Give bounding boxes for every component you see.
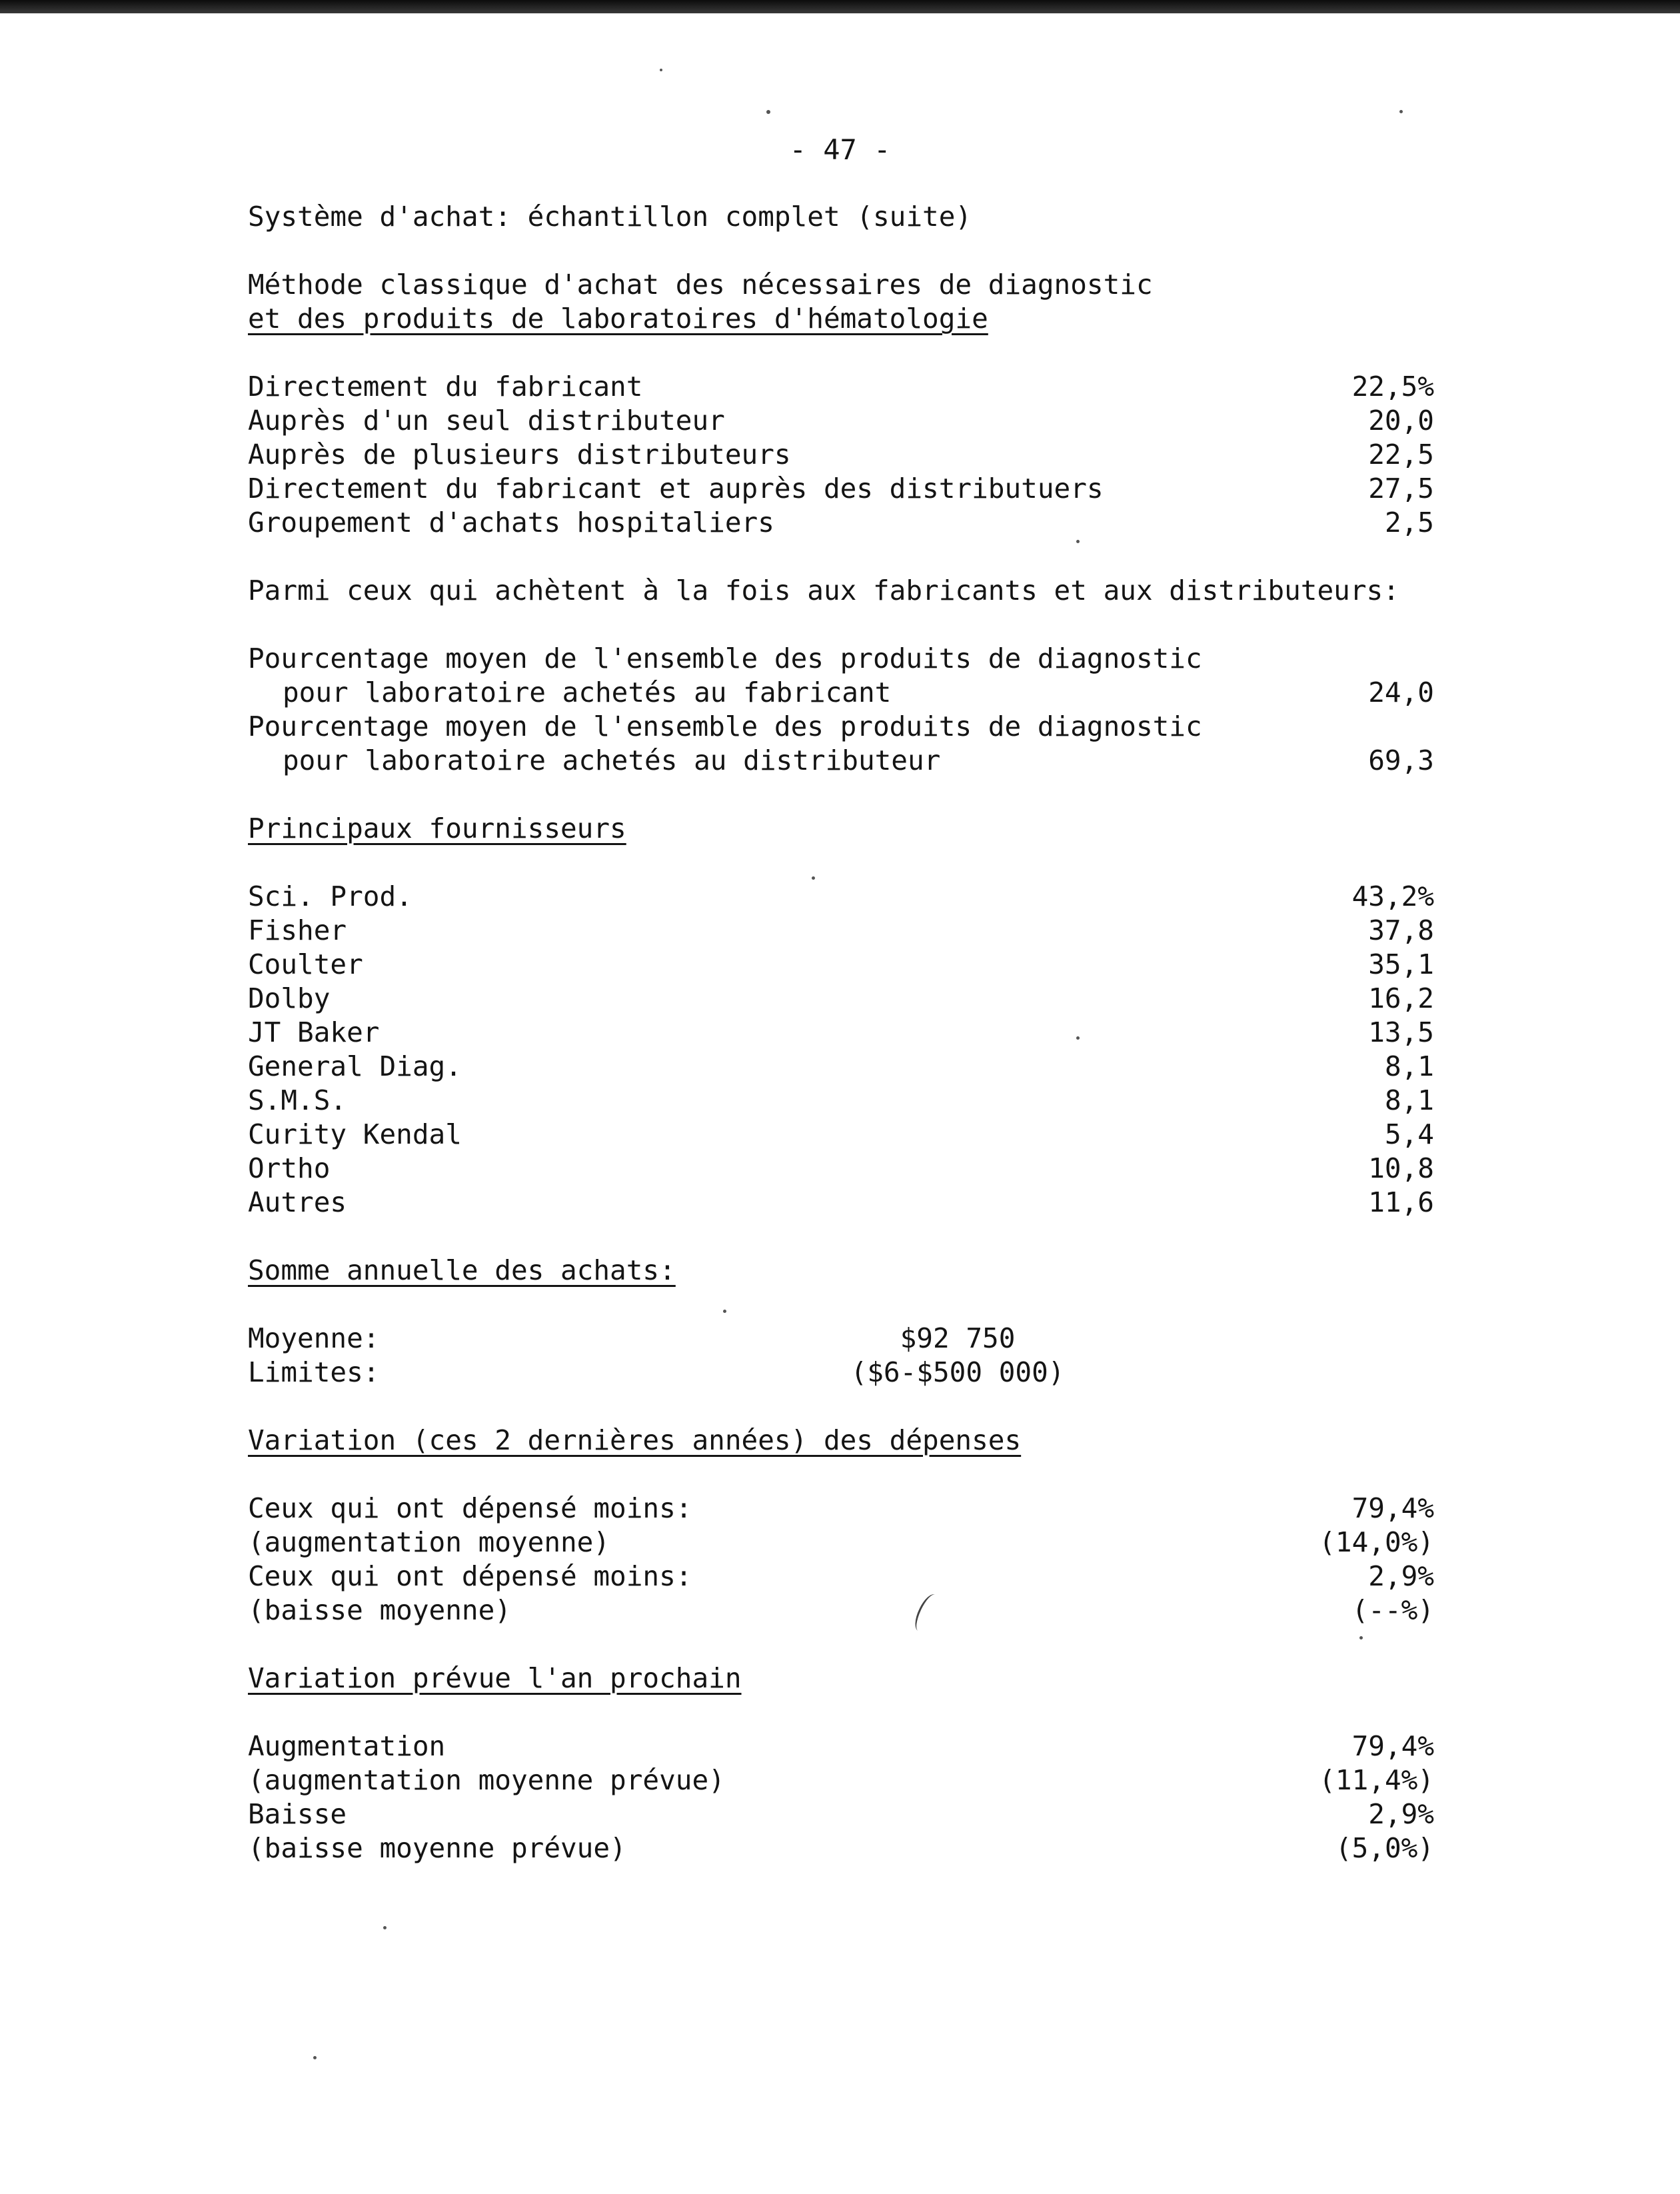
scan-speck [1399, 110, 1403, 113]
table-row: Augmentation 79,4% [248, 1730, 1434, 1762]
somme-title: Somme annuelle des achats: [248, 1254, 676, 1286]
table-row: Limites: ($6-$500 000) [248, 1356, 1065, 1388]
table-row: Dolby 16,2 [248, 982, 1434, 1014]
table-row: JT Baker 13,5 [248, 1016, 1434, 1048]
table-row: General Diag. 8,1 [248, 1050, 1434, 1082]
methode-title-line1: Méthode classique d'achat des nécessaires de diagnostic [248, 269, 1153, 301]
scan-speck [383, 1926, 387, 1929]
table-row: Ceux qui ont dépensé moins: 2,9% [248, 1560, 1434, 1592]
table-row: Auprès d'un seul distributeur 20,0 [248, 405, 1434, 437]
table-row: (baisse moyenne prévue) (5,0%) [248, 1832, 1434, 1864]
table-row: Sci. Prod. 43,2% [248, 880, 1434, 912]
table-row: Moyenne: $92 750 [248, 1322, 1016, 1354]
table-row: Autres 11,6 [248, 1186, 1434, 1218]
variation-title: Variation (ces 2 dernières années) des dépenses [248, 1424, 1022, 1456]
scan-edge-bar [0, 0, 1680, 13]
table-row: Pourcentage moyen de l'ensemble des produits de diagnostic [248, 710, 1202, 742]
table-row: Baisse 2,9% [248, 1798, 1434, 1830]
table-row: Ceux qui ont dépensé moins: 79,4% [248, 1492, 1434, 1524]
table-row: (augmentation moyenne prévue) (11,4%) [248, 1764, 1434, 1796]
scan-speck [1359, 1636, 1363, 1640]
table-row: Directement du fabricant 22,5% [248, 371, 1434, 403]
table-row: Ortho 10,8 [248, 1152, 1434, 1184]
table-row: Coulter 35,1 [248, 948, 1434, 980]
scan-speck [812, 876, 815, 880]
table-row: (baisse moyenne) (--%) [248, 1594, 1434, 1626]
table-row: pour laboratoire achetés au distributeur 69,3 [283, 744, 1434, 776]
prevue-title: Variation prévue l'an prochain [248, 1662, 742, 1694]
table-row: (augmentation moyenne) (14,0%) [248, 1526, 1434, 1558]
scan-speck [723, 1310, 726, 1313]
table-row: pour laboratoire achetés au fabricant 24,0 [283, 676, 1434, 708]
table-row: S.M.S. 8,1 [248, 1084, 1434, 1116]
table-row: Auprès de plusieurs distributeurs 22,5 [248, 439, 1434, 471]
document-body [248, 200, 1434, 1865]
table-row: Groupement d'achats hospitaliers 2,5 [248, 507, 1434, 539]
page-number: - 47 - [789, 133, 891, 166]
scan-speck [660, 69, 662, 71]
scan-speck [766, 110, 770, 114]
methode-title-line2: et des produits de laboratoires d'hématologie [248, 303, 988, 335]
scan-speck [1076, 540, 1080, 543]
page-heading: Système d'achat: échantillon complet (suite) [248, 201, 972, 233]
fournisseurs-title: Principaux fournisseurs [248, 812, 626, 844]
parmi-intro: Parmi ceux qui achètent à la fois aux fabricants et aux distributeurs: [248, 574, 1399, 606]
scan-speck [313, 2056, 317, 2059]
scan-speck [1076, 1036, 1080, 1040]
table-row: Directement du fabricant et auprès des distributuers 27,5 [248, 473, 1434, 505]
table-row: Pourcentage moyen de l'ensemble des produits de diagnostic [248, 642, 1202, 674]
table-row: Fisher 37,8 [248, 914, 1434, 946]
table-row: Curity Kendal 5,4 [248, 1118, 1434, 1150]
